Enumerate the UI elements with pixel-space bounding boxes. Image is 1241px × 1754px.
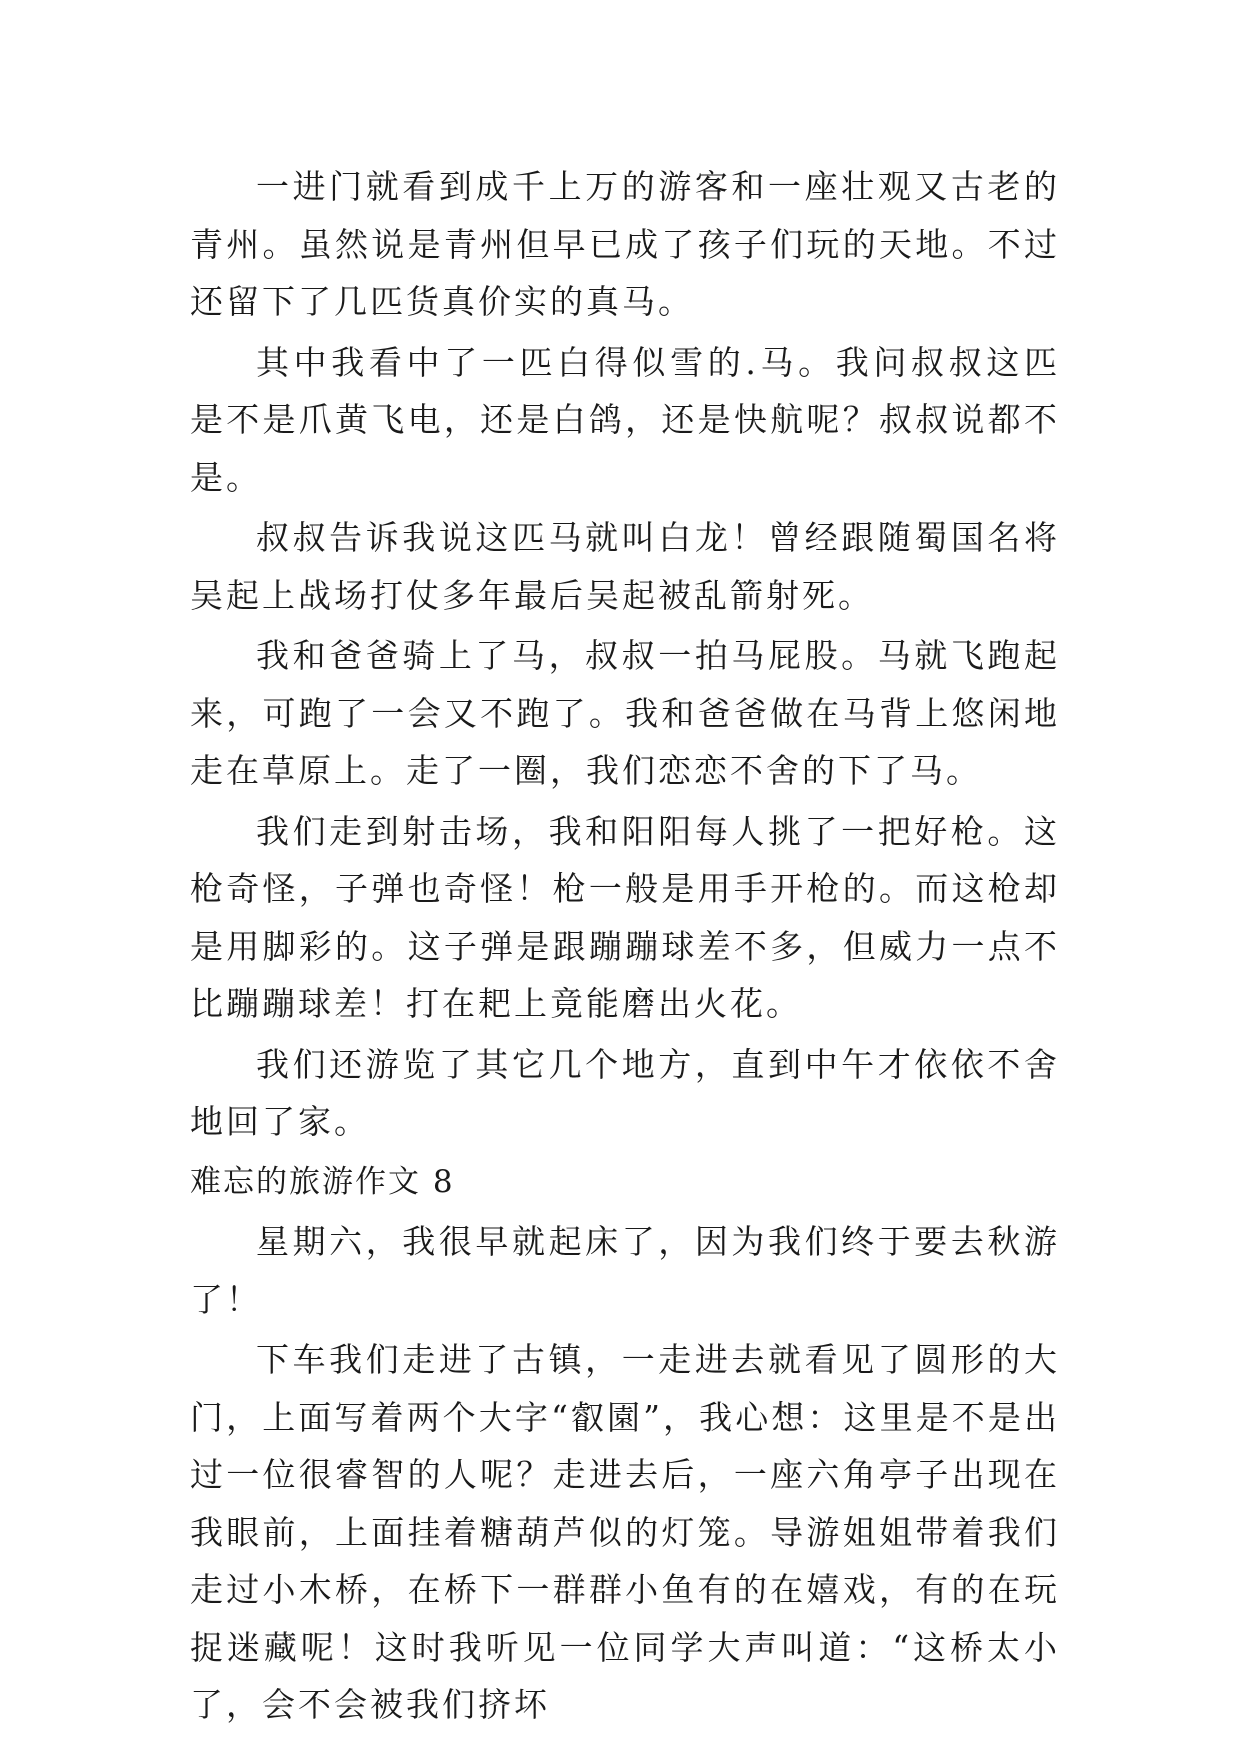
paragraph-bailong-story: 叔叔告诉我说这匹马就叫白龙！曾经跟随蜀国名将吴起上战场打仗多年最后吴起被乱箭射死。 — [190, 518, 1060, 615]
section-title: 难忘的旅游作文 8 — [190, 1163, 455, 1200]
paragraph-saturday: 星期六，我很早就起床了，因为我们终于要去秋游了！ — [190, 1222, 1060, 1319]
paragraph-ancient-town: 下车我们走进了古镇，一走进去就看见了圆形的大门，上面写着两个大字“叡園”，我心想：这里是不是出过一位很睿智的人呢？走进去后，一座六角亭子出现在我眼前，上面挂着糖葫芦似的灯笼。导游姐姐带着我们走过小木桥，在桥下一群群小鱼有的在嬉戏，有的在玩捉迷藏呢！这时我听见一位同学大声叫道：“这桥太小了，会不会被我们挤坏 — [190, 1340, 1060, 1724]
paragraph-white-horse: 其中我看中了一匹白得似雪的.马。我问叔叔这匹是不是爪黄飞电，还是白鸽，还是快航呢？叔叔说都不是。 — [190, 342, 1060, 497]
paragraph-riding-horse: 我和爸爸骑上了马，叔叔一拍马屁股。马就飞跑起来，可跑了一会又不跑了。我和爸爸做在马背上悠闲地走在草原上。走了一圈，我们恋恋不舍的下了马。 — [190, 636, 1060, 790]
paragraph-shooting-range: 我们走到射击场，我和阳阳每人挑了一把好枪。这枪奇怪，子弹也奇怪！枪一般是用手开枪的。而这枪却是用脚彩的。这子弹是跟蹦蹦球差不多，但威力一点不比蹦蹦球差！打在耙上竟能磨出火花。 — [190, 811, 1060, 1023]
paragraph-entering-qingzhou: 一进门就看到成千上万的游客和一座壮观又古老的青州。虽然说是青州但早已成了孩子们玩的天地。不过还留下了几匹货真价实的真马。 — [190, 167, 1060, 321]
document-body — [190, 158, 1060, 1737]
paragraph-going-home: 我们还游览了其它几个地方，直到中午才依依不舍地回了家。 — [190, 1044, 1060, 1141]
